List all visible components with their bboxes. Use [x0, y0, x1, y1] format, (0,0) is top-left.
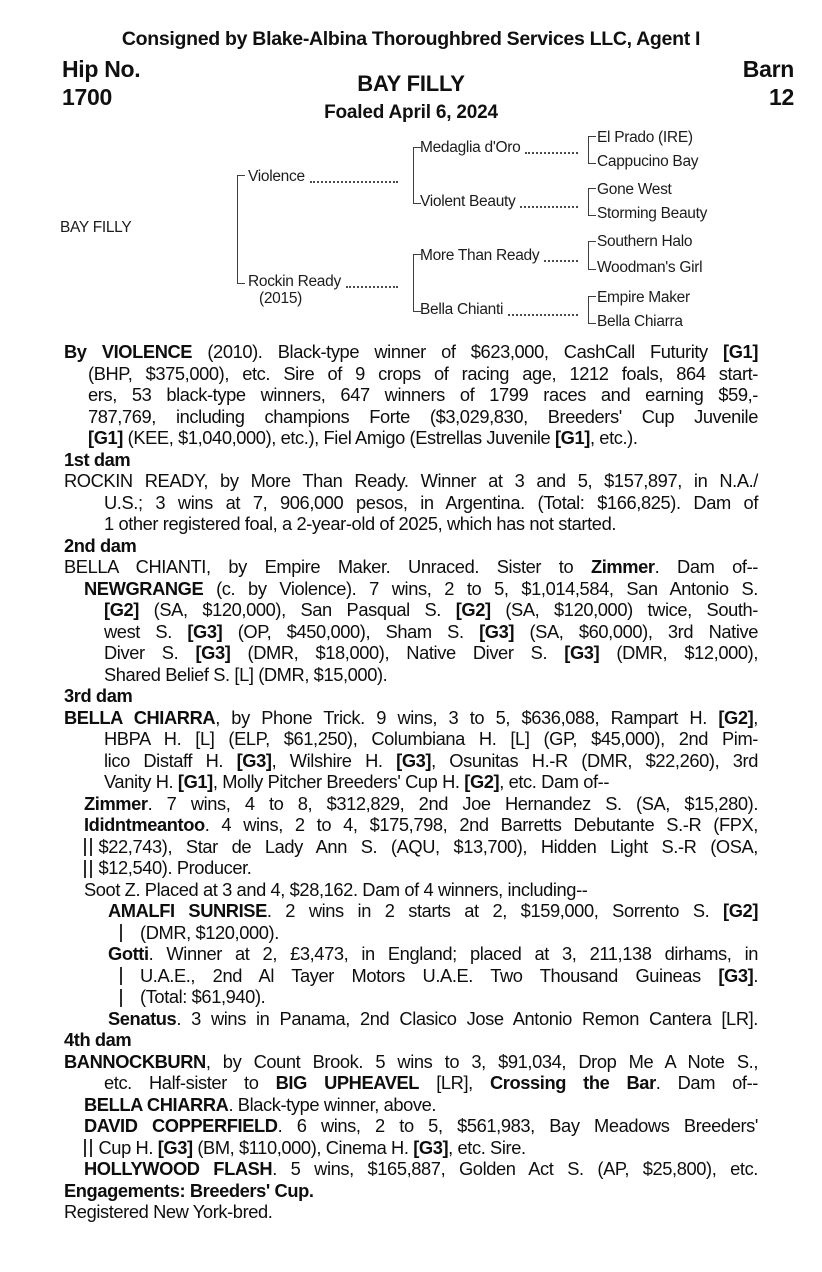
text-segment: [G3]	[157, 1136, 193, 1158]
text-segment: . 3 wins in Panama, 2nd Clasico Jose Antonio Remon Cantera [LR].	[176, 1007, 758, 1029]
text-segment: [G3]	[564, 642, 600, 663]
pedigree-dam-row	[248, 273, 400, 291]
text-segment: U.S.; 3 wins at 7, 906,000 pesos, in Argentina. (Total: $166,825). Dam of	[104, 491, 758, 513]
pedigree-bracket-gen4-1	[588, 136, 596, 164]
text-segment: BANNOCKBURN	[64, 1050, 206, 1072]
consignor-line: Consigned by Blake-Albina Thoroughbred Services LLC, Agent I	[121, 28, 701, 50]
text-segment: , etc. Sire.	[448, 1136, 526, 1158]
text-segment: lico Distaff H.	[104, 749, 237, 771]
gen4-name: Bella Chiarra	[597, 313, 683, 330]
text-segment: [G1]	[723, 341, 759, 362]
text-segment: [G1]	[177, 771, 213, 792]
text-segment: Gotti	[108, 943, 149, 964]
pedigree-gen3-row	[420, 301, 580, 319]
foaled-line: Foaled April 6, 2024	[324, 102, 498, 123]
indent-rule	[84, 1139, 86, 1157]
hip-number: 1700	[62, 84, 112, 110]
text-line	[120, 965, 758, 987]
text-segment: (Total: $61,940).	[140, 986, 266, 1007]
text-segment: (OP, $450,000), Sham S.	[222, 620, 480, 642]
dotted-leader	[508, 314, 578, 316]
text-segment: , Molly Pitcher Breeders' Cup H.	[212, 771, 465, 792]
text-segment: ers, 53 black-type winners, 647 winners of 1799 races and earning $59,-	[88, 384, 758, 405]
text-segment: 2nd dam	[64, 534, 137, 556]
text-segment: $12,540). Producer.	[98, 857, 252, 878]
text-segment: Zimmer	[84, 792, 148, 814]
text-segment: . 2 wins in 2 starts at 2, $159,000, Sorrento S.	[266, 900, 724, 921]
pedigree-subject: BAY FILLY	[60, 219, 132, 236]
text-segment: [G3]	[413, 1136, 449, 1158]
text-line	[84, 814, 758, 836]
text-segment: . Winner at 2, £3,473, in England; placed at 3, 211,138 dirhams, in	[148, 943, 758, 964]
text-line	[64, 1051, 758, 1073]
text-segment: [G2]	[104, 599, 139, 620]
text-segment: Ididntmeantoo	[84, 814, 205, 835]
dotted-leader	[310, 181, 398, 183]
indent-rule	[120, 924, 122, 942]
text-line	[64, 556, 758, 578]
text-segment: Cup H.	[98, 1136, 158, 1158]
text-line	[88, 363, 758, 385]
text-line	[108, 900, 758, 922]
text-segment: BELLA CHIARRA	[84, 1093, 229, 1115]
text-segment: 1 other registered foal, a 2-year-old of 2025, which has not started.	[104, 513, 617, 534]
text-line	[64, 1180, 758, 1202]
indent-rule	[84, 838, 86, 856]
text-segment: Diver S.	[104, 642, 196, 663]
text-segment: [G2]	[464, 771, 500, 792]
text-segment: BIG UPHEAVEL	[275, 1072, 420, 1093]
text-line	[108, 1008, 758, 1030]
text-line	[64, 535, 758, 557]
text-segment: U.A.E., 2nd Al Tayer Motors U.A.E. Two Thousand Guineas	[140, 964, 719, 986]
text-segment: [LR],	[419, 1072, 490, 1093]
barn-label: Barn	[742, 56, 794, 82]
text-segment: (BM, $110,000), Cinema H.	[192, 1136, 414, 1158]
text-line	[104, 492, 758, 514]
text-segment: (DMR, $12,000),	[599, 642, 759, 663]
text-segment: HBPA H. [L] (ELP, $61,250), Columbiana H. [L] (GP, $45,000), 2nd Pim-	[104, 728, 758, 749]
text-segment: Registered New York-bred.	[64, 1201, 273, 1222]
text-line	[104, 771, 758, 793]
dotted-leader	[544, 260, 578, 262]
dotted-leader	[346, 286, 398, 288]
text-line	[64, 341, 758, 363]
gen4-name: Southern Halo	[597, 233, 693, 250]
text-segment: . 4 wins, 2 to 4, $175,798, 2nd Barretts Debutante S.-R (FPX,	[204, 814, 758, 835]
barn-number: 12	[769, 84, 794, 110]
text-segment: [G3]	[479, 620, 515, 642]
gen3-name: Medaglia d'Oro	[420, 139, 521, 156]
title-block	[0, 71, 822, 124]
text-segment: . 5 wins, $165,887, Golden Act S. (AP, $25,800), etc.	[272, 1158, 758, 1179]
text-segment: Zimmer	[590, 556, 655, 577]
text-segment: 4th dam	[64, 1029, 132, 1050]
gen4-name: Woodman's Girl	[597, 259, 703, 276]
text-line	[64, 685, 758, 707]
text-line	[88, 427, 758, 449]
text-line	[88, 384, 758, 406]
text-segment: 3rd dam	[64, 685, 133, 706]
text-segment: Vanity H.	[104, 771, 178, 792]
text-segment: HOLLYWOOD FLASH	[84, 1158, 273, 1179]
pedigree-bracket-gen4-4	[588, 296, 596, 324]
catalog-text	[0, 341, 822, 1223]
text-segment: . Dam of--	[655, 1072, 758, 1093]
text-segment: [G2]	[723, 900, 759, 921]
text-segment: , etc.).	[589, 427, 638, 448]
text-segment: Engagements: Breeders' Cup.	[64, 1179, 314, 1201]
text-segment: 787,769, including champions Forte ($3,029,830, Breeders' Cup Juvenile	[88, 405, 758, 427]
text-line	[104, 728, 758, 750]
text-line	[84, 857, 758, 879]
sire-name: Violence	[248, 168, 305, 185]
text-segment: (SA, $120,000) twice, South-	[490, 599, 758, 620]
pedigree-bracket-gen4-3	[588, 241, 596, 270]
text-segment: (SA, $120,000), San Pasqual S.	[138, 599, 456, 620]
text-segment: Shared Belief S. [L] (DMR, $15,000).	[104, 663, 388, 685]
gen4-name: Cappucino Bay	[597, 153, 699, 170]
text-segment: Soot Z. Placed at 3 and 4, $28,162. Dam of 4 winners, including--	[84, 878, 588, 900]
gen3-name: Violent Beauty	[420, 193, 516, 210]
text-segment: (2010). Black-type winner of $623,000, CashCall Futurity	[192, 341, 724, 362]
gen4-name: Storming Beauty	[597, 205, 708, 222]
text-segment: (DMR, $120,000).	[140, 921, 279, 943]
text-segment: [G3]	[396, 749, 432, 771]
indent-rule	[90, 860, 92, 878]
text-segment: Senatus	[108, 1007, 177, 1029]
text-segment: , by Phone Trick. 9 wins, 3 to 5, $636,088, Rampart H.	[215, 706, 719, 728]
text-line	[64, 707, 758, 729]
text-segment: [G3]	[236, 749, 272, 771]
pedigree-sire-row	[248, 168, 400, 186]
pedigree-bracket-gen2	[237, 175, 245, 284]
text-line	[104, 513, 758, 535]
dotted-leader	[520, 206, 578, 208]
text-segment: [G3]	[195, 642, 231, 663]
indent-rule	[120, 967, 122, 985]
text-segment: (KEE, $1,040,000), etc.), Fiel Amigo (Estrellas Juvenile	[122, 427, 555, 448]
text-line	[84, 793, 758, 815]
indent-rule	[120, 989, 122, 1007]
pedigree-gen3-row	[420, 193, 580, 211]
text-segment: . 6 wins, 2 to 5, $561,983, Bay Meadows Breeders'	[277, 1115, 758, 1136]
text-line	[120, 986, 758, 1008]
text-segment: [G1]	[88, 427, 123, 448]
text-line	[84, 836, 758, 858]
barn-block	[743, 55, 794, 111]
text-segment: Crossing the Bar	[489, 1072, 656, 1093]
text-segment: [G2]	[455, 599, 491, 620]
text-line	[64, 1029, 758, 1051]
indent-rule	[90, 1139, 92, 1157]
text-line	[104, 1072, 758, 1094]
text-line	[84, 1094, 758, 1116]
text-line	[84, 1137, 758, 1159]
text-segment: . 7 wins, 4 to 8, $312,829, 2nd Joe Hernandez S. (SA, $15,280).	[147, 792, 758, 814]
gen3-name: Bella Chianti	[420, 301, 504, 318]
text-segment: $22,743), Star de Lady Ann S. (AQU, $13,700), Hidden Light S.-R (OSA,	[98, 835, 758, 857]
text-line	[64, 449, 758, 471]
text-segment: [G1]	[554, 427, 590, 448]
text-segment: By VIOLENCE	[64, 341, 193, 362]
text-segment: [G3]	[187, 620, 223, 642]
indent-rule	[84, 860, 86, 878]
text-segment: 1st dam	[64, 448, 131, 470]
text-segment: , etc. Dam of--	[499, 771, 610, 792]
text-line	[104, 664, 758, 686]
text-line	[64, 1201, 758, 1223]
pedigree-gen3-row	[420, 139, 580, 157]
gen3-name: More Than Ready	[420, 247, 540, 264]
text-segment: , Wilshire H.	[271, 749, 397, 771]
text-segment: . Black-type winner, above.	[228, 1093, 437, 1115]
text-segment: , Osunitas H.-R (DMR, $22,260), 3rd	[431, 749, 759, 771]
indent-rule	[90, 838, 92, 856]
text-segment: DAVID COPPERFIELD	[84, 1115, 278, 1136]
pedigree-gen3-row	[420, 247, 580, 265]
hip-label: Hip No.	[62, 56, 141, 82]
text-line	[104, 621, 758, 643]
text-line	[120, 922, 758, 944]
text-segment: (c. by Violence). 7 wins, 2 to 5, $1,014,584, San Antonio S.	[203, 577, 758, 599]
text-line	[104, 750, 758, 772]
text-line	[84, 1115, 758, 1137]
text-segment: etc. Half-sister to	[104, 1072, 276, 1093]
text-line	[104, 599, 758, 621]
text-line	[84, 879, 758, 901]
text-line	[104, 642, 758, 664]
pedigree-bracket-gen4-2	[588, 188, 596, 216]
text-segment: . Dam of--	[654, 556, 758, 577]
text-segment: (SA, $60,000), 3rd Native	[514, 620, 758, 642]
gen4-name: Gone West	[597, 181, 672, 198]
text-line	[64, 470, 758, 492]
text-line	[88, 406, 758, 428]
text-segment: ,	[753, 706, 758, 728]
text-line	[108, 943, 758, 965]
dam-name: Rockin Ready	[248, 273, 341, 290]
gen4-name: Empire Maker	[597, 289, 690, 306]
dotted-leader	[525, 152, 578, 154]
text-segment: (BHP, $375,000), etc. Sire of 9 crops of racing age, 1212 foals, 864 start-	[88, 362, 758, 384]
text-segment: BELLA CHIARRA	[64, 706, 216, 728]
text-segment: , by Count Brook. 5 wins to 3, $91,034, Drop Me A Note S.,	[205, 1050, 758, 1072]
text-line	[84, 1158, 758, 1180]
dam-foaling-year: (2015)	[259, 290, 303, 307]
text-segment: (DMR, $18,000), Native Diver S.	[230, 642, 565, 663]
gen4-name: El Prado (IRE)	[597, 129, 693, 146]
text-segment: [G2]	[718, 706, 754, 728]
horse-title: BAY FILLY	[357, 71, 465, 96]
text-segment: [G3]	[718, 964, 754, 986]
text-segment: BELLA CHIANTI, by Empire Maker. Unraced. Sister to	[64, 556, 591, 577]
text-segment: AMALFI SUNRISE	[108, 900, 267, 921]
text-segment: NEWGRANGE	[84, 577, 204, 599]
text-segment: .	[753, 964, 758, 986]
text-line	[84, 578, 758, 600]
text-segment: west S.	[104, 620, 188, 642]
text-segment: ROCKIN READY, by More Than Ready. Winner at 3 and 5, $157,897, in N.A./	[64, 470, 758, 491]
